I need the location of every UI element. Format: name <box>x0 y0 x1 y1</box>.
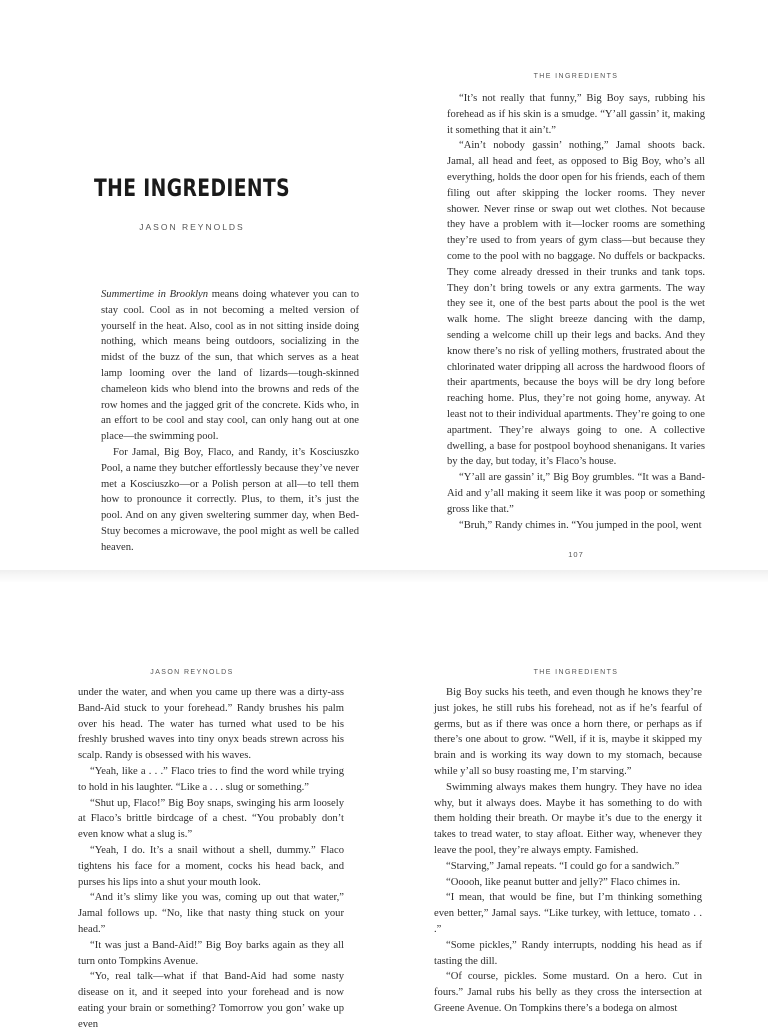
paragraph: “It was just a Band-Aid!” Big Boy barks again as they all turn onto Tompkins Avenue. <box>78 939 344 967</box>
chapter-body <box>101 287 359 556</box>
paragraph: “Ain’t nobody gassin’ nothing,” Jamal shoots back. Jamal, all head and feet, as opposed to Big Boy, who’s all everything, holds the door open for his friends, each of them filing out after skipping the locker rooms. They never shower. Never rinse or swap out wet clothes. Not because they have a problem with it—locker rooms are something they’re used to from years of gym class—but because they come to the pool with no baggage. No duffels or backpacks. They come already dressed in their trunks and tank tops. They don’t bring towels or any extra garments. The way they see it, one of the best parts about the pool is the wet walk home. The slight breeze dancing with the damp, sending a welcome chill up their legs and backs. And they know there’s no risk of yelling mothers, frustrated about the chlorinated water dripping all across the hardwood floors of their apartments, because the boys will be dry long before reaching home. Plus, they’re not going home, anyway. At least not to their individual apartments. They’re going to one apartment. They’re always going to one. A collective dwelling, a base for postpool boyhood shenanigans. It varies by the day, but today, it’s Flaco’s house. <box>447 140 705 468</box>
paragraph: “Of course, pickles. Some mustard. On a hero. Cut in fours.” Jamal rubs his belly as they cross the intersection at Greene Avenue. On Tompkins there’s a bodega on almost <box>434 971 702 1014</box>
page-number: 107 <box>568 550 584 559</box>
page-left-chapter-opening <box>0 0 384 572</box>
paragraph: “And it’s slimy like you was, coming up out that water,” Jamal follows up. “No, like that nasty thing stuck on your head.” <box>78 892 344 935</box>
paragraph: “Yeah, I do. It’s a snail without a shell, dummy.” Flaco tightens his face for a moment, cocks his head back, and purses his lips into a shut your mouth look. <box>78 844 344 888</box>
page-body <box>78 685 344 1033</box>
paragraph: “It’s not really that funny,” Big Boy says, rubbing his forehead as if his skin is a smudge. “Y’all gassin’ it, making it something that it ain’t.” <box>447 93 705 136</box>
paragraph: “Some pickles,” Randy interrupts, nodding his head as if tasting the dill. <box>434 939 702 967</box>
paragraph: “Starving,” Jamal repeats. “I could go for a sandwich.” <box>446 860 680 872</box>
paragraph: Swimming always makes them hungry. They have no idea why, but it always does. Maybe it has something to do with them holding their breath. Or maybe it’s due to the energy it takes to tread water, to stay afloat. Either way, whenever they leave the pool, they’re always empty. Famished. <box>434 781 702 856</box>
chapter-title: THE INGREDIENTS <box>93 174 290 202</box>
paragraph: “Y’all are gassin’ it,” Big Boy grumbles. “It was a Band-Aid and y’all making it seem like it was poop or something gross like that.” <box>447 472 705 515</box>
paragraph: “Ooooh, like peanut butter and jelly?” Flaco chimes in. <box>446 876 681 888</box>
page-left <box>0 582 384 1030</box>
running-head: THE INGREDIENTS <box>533 73 619 80</box>
paragraph: under the water, and when you came up there was a dirty-ass Band-Aid stuck to your forehead.” Randy brushes his palm over his head. The water has turned what used to be his freshly brushed waves into tiny onyx beads strewn across his scalp. Randy is obsessed with his waves. <box>78 687 344 762</box>
running-head: THE INGREDIENTS <box>533 669 619 676</box>
chapter-author: JASON REYNOLDS <box>139 222 245 232</box>
paragraph: For Jamal, Big Boy, Flaco, and Randy, it’s Kosciuszko Pool, a name they butcher effortlessly because they’ve never met a Kosciuszko—or a Polish person at all—to tell them how to pronounce it correctly. Plus, to them, it’s just the pool. And on any given sweltering summer day, when Bed-Stuy becomes a microwave, the pool might as well be called heaven. <box>101 446 359 553</box>
paragraph: “Yo, real talk—what if that Band-Aid had some nasty disease on it, and it seeped into your forehead and is now eating your brain or something? Tomorrow you gon’ wake up even <box>78 971 344 1030</box>
paragraph: “Yeah, like a . . .” Flaco tries to find the word while trying to hold in his laughter. “Like a . . . slug or something.” <box>78 765 344 793</box>
running-head: JASON REYNOLDS <box>150 669 234 676</box>
page-body <box>434 685 702 1017</box>
spread-bottom <box>0 582 768 1030</box>
paragraph: Big Boy sucks his teeth, and even though he knows they’re just jokes, he still rubs his forehead, not as if he’s fearful of germs, but as if there was once a horn there, or perhaps as if there’s one about to grow. “Well, if it is, maybe it skipped my brain and is working its way down to my stomach, because while y’all so busy roasting me, I’m starving.” <box>434 687 702 777</box>
paragraph: Summertime in Brooklyn means doing whatever you can to stay cool. Cool as in not becoming a melted version of yourself in the heat. Also, cool as in not sitting inside doing nothing, which means being outdoors, socializing in the midst of the buzz of the sun, that which serves as a heat lamp looming over the land of lizards—tough-skinned chameleon kids who blend into the browns and reds of the row homes and the jagged grit of the concrete. Kids who, in an effort to be cool and stay cool, can only hang out at one place—the swimming pool. <box>101 289 359 443</box>
italic-lead: Summertime in Brooklyn <box>101 289 209 300</box>
page-right-107 <box>384 0 768 572</box>
paragraph: “Shut up, Flaco!” Big Boy snaps, swinging his arm loosely at Flaco’s brittle birdcage of a chest. “You probably don’t even know what a slug is.” <box>78 797 344 841</box>
paragraph: “I mean, that would be fine, but I’m thinking something even better,” Jamal says. “Like turkey, with lettuce, tomato . . .” <box>434 892 702 935</box>
page-right <box>384 582 768 1024</box>
page-body <box>447 91 705 533</box>
paragraph: “Bruh,” Randy chimes in. “You jumped in the pool, went <box>459 519 702 531</box>
